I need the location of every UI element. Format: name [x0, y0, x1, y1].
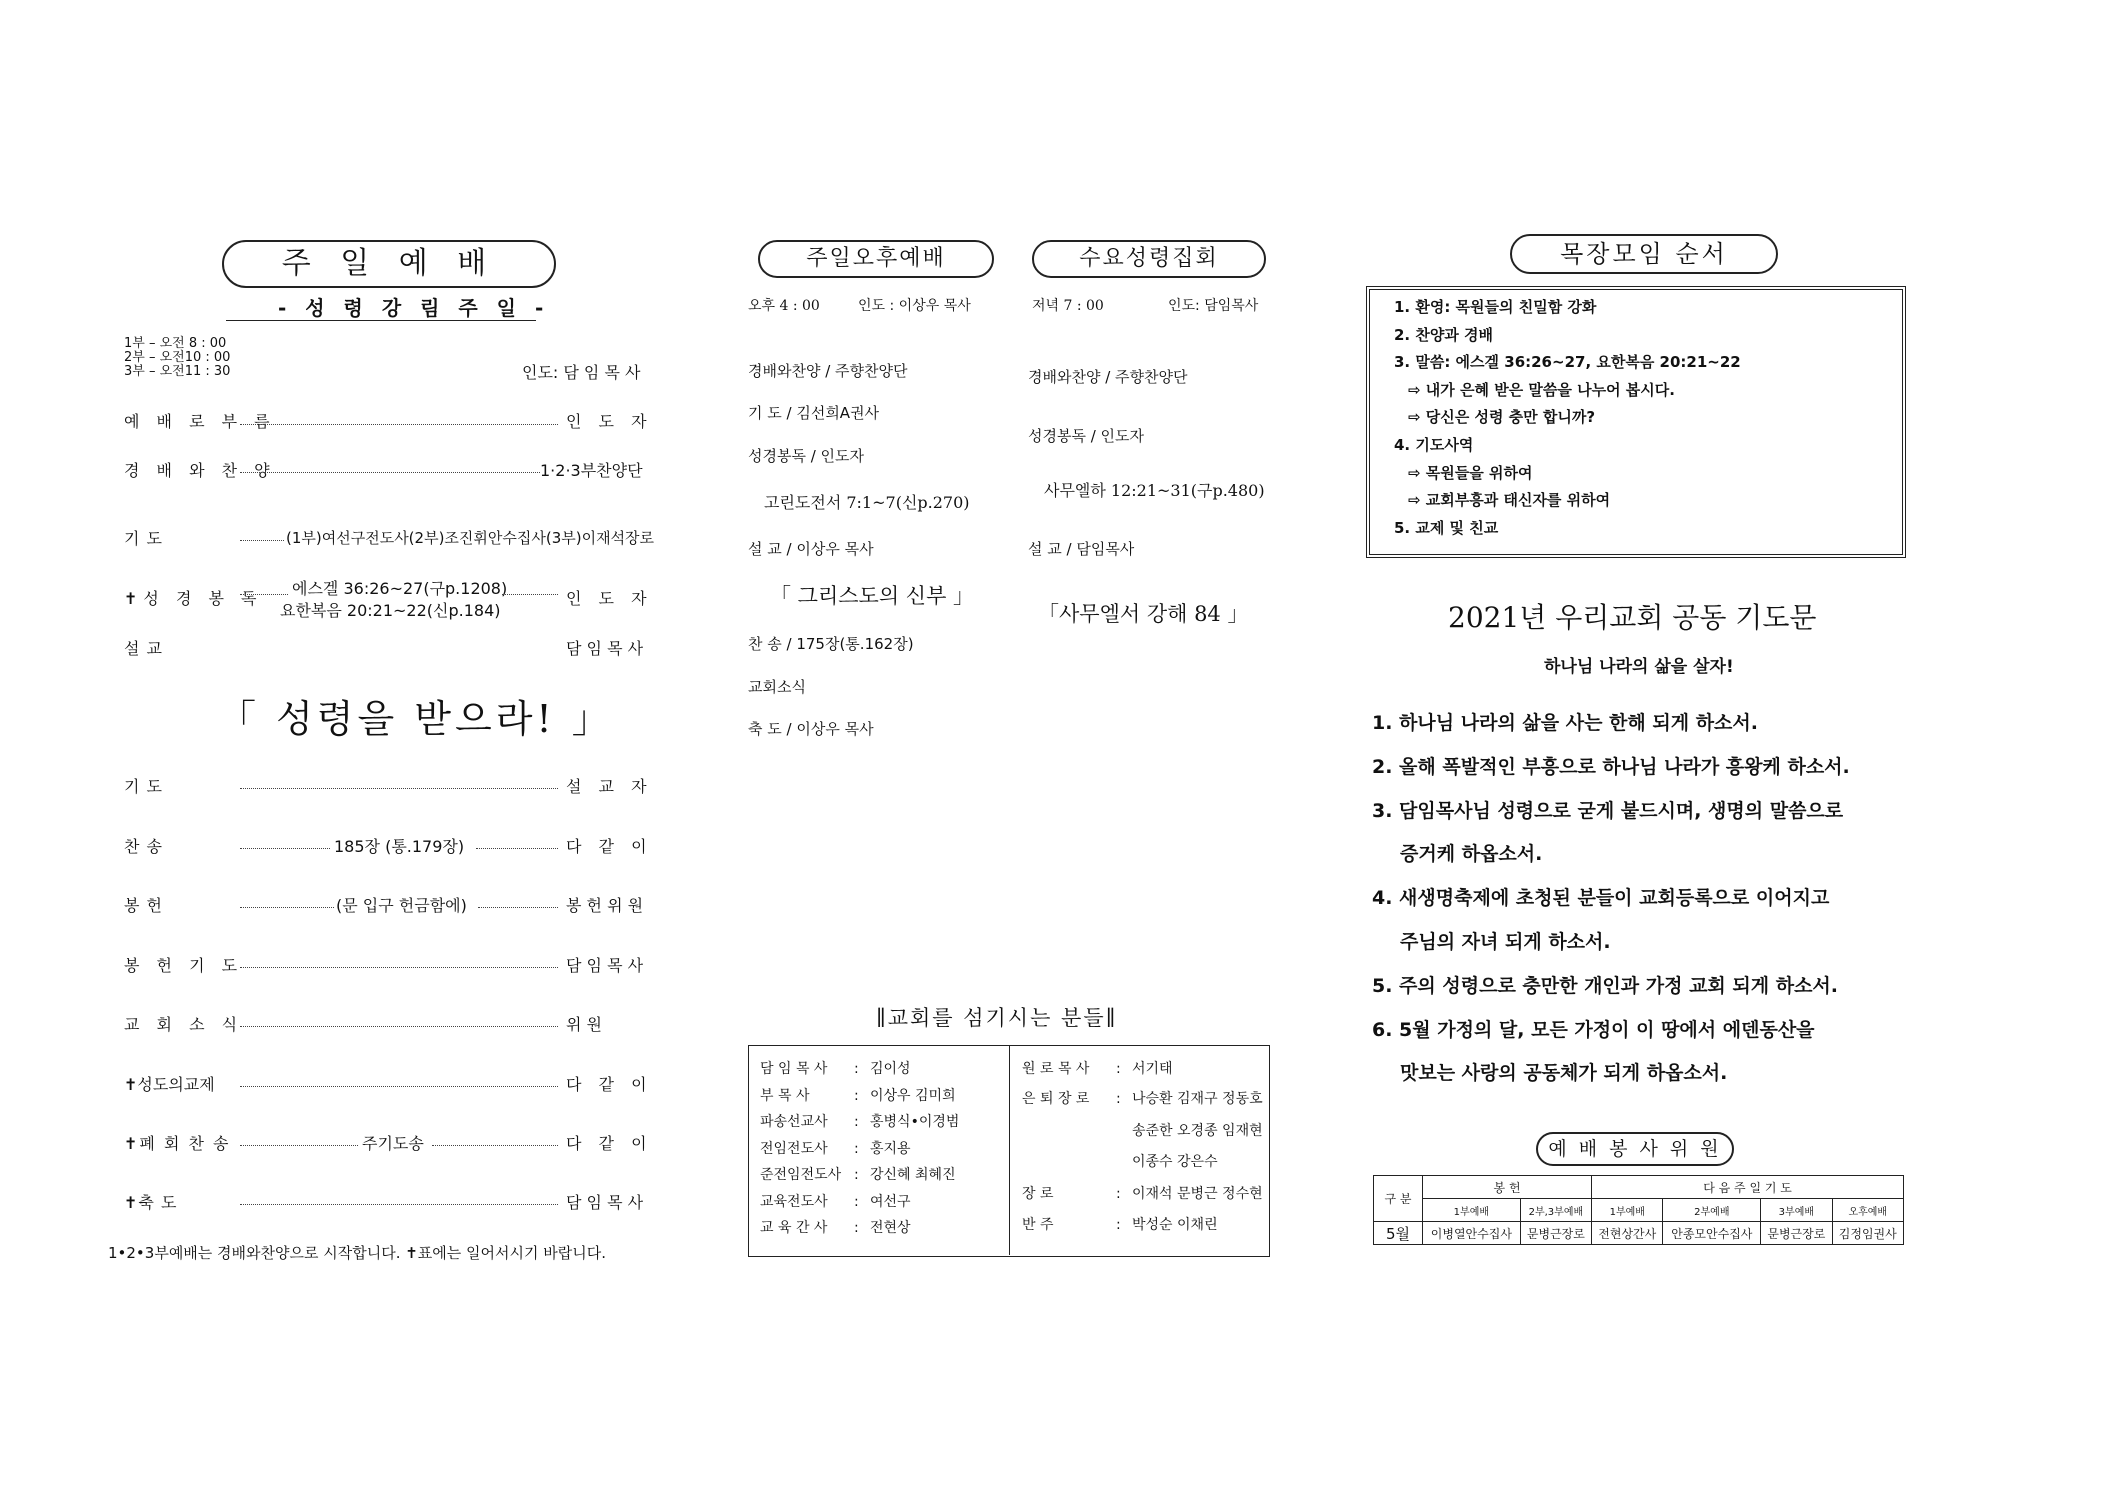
staff-role: 원 로 목 사 [1022, 1061, 1090, 1077]
staff-title: ∥교회를 섬기시는 분들∥ [876, 1006, 1118, 1030]
leader-dots [240, 1086, 558, 1087]
staff-colon: : [1116, 1186, 1121, 1202]
prayer-line: 맛보는 사랑의 공동체가 되게 하옵소서. [1400, 1062, 1728, 1085]
staff-colon: : [854, 1193, 859, 1210]
staff-row [1022, 1058, 1173, 1078]
staff-row [760, 1164, 956, 1184]
worship-leader: 인도: 담 임 목 사 [522, 363, 641, 382]
prayer-line: 증거케 하옵소서. [1400, 843, 1543, 866]
table-cell: 문병근장로 [1520, 1222, 1591, 1245]
wednesday-service-title: 수요성령집회 [1032, 240, 1266, 278]
staff-name: 나승환 김재구 정동호 [1132, 1091, 1263, 1107]
leader-dots [502, 594, 558, 595]
order-scripture-label: ✝성 경 봉 독 [124, 589, 263, 608]
staff-role: 준전임전도사 [760, 1167, 842, 1183]
divider-line [226, 320, 536, 321]
prayer-line: 2. 올해 폭발적인 부흥으로 하나님 나라가 흥왕케 하소서. [1372, 755, 1850, 778]
table-subheader: 3부예배 [1761, 1199, 1832, 1222]
staff-row [760, 1058, 911, 1078]
cell-meeting-item: ⇨ 당신은 성령 충만 합니까? [1408, 408, 1596, 427]
order-offering-right: 봉 헌 위 원 [566, 896, 644, 915]
order-praise-label: 경 배 와 찬 양 [124, 461, 276, 480]
staff-name: 이재석 문병근 정수현 [1132, 1186, 1263, 1202]
order-sermon-right: 담 임 목 사 [566, 639, 644, 658]
order-prayer-label: 기 도 [124, 529, 163, 548]
table-subheader: 2부,3부예배 [1520, 1199, 1591, 1222]
table-month: 5월 [1374, 1222, 1423, 1245]
order-prayer2-label: 기 도 [124, 777, 163, 796]
leader-dots [240, 1026, 558, 1027]
table-cell: 이병열안수집사 [1423, 1222, 1521, 1245]
prayer-title: 2021년 우리교회 공동 기도문 [1448, 601, 1817, 634]
afternoon-time: 오후 4 : 00 [748, 298, 820, 314]
order-hymn-mid: 185장 (통.179장) [334, 837, 465, 856]
staff-colon: : [854, 1114, 859, 1130]
order-call-to-worship-label: 예 배 로 부 름 [124, 412, 276, 431]
afternoon-sermon-title: 「 그리스도의 신부 」 [770, 584, 975, 608]
afternoon-item-news: 교회소식 [748, 678, 806, 696]
order-offering-mid: (문 입구 헌금함에) [336, 896, 467, 915]
staff-role: 교육전도사 [760, 1193, 828, 1210]
order-offering-prayer-right: 담 임 목 사 [566, 956, 644, 975]
prayer-line: 4. 새생명축제에 초청된 분들이 교회등록으로 이어지고 [1372, 887, 1830, 910]
cell-meeting-item: ⇨ 교회부흥과 태신자를 위하여 [1408, 491, 1611, 510]
table-header-offering: 봉 헌 [1423, 1176, 1592, 1199]
leader-dots [240, 594, 288, 595]
leader-dots [240, 1145, 358, 1146]
leader-dots [240, 967, 558, 968]
sermon-title: 「 성령을 받으라! 」 [218, 697, 614, 741]
staff-role: 교 육 간 사 [760, 1220, 828, 1236]
afternoon-item-benediction: 축 도 / 이상우 목사 [748, 720, 874, 738]
prayer-subtitle: 하나님 나라의 삶을 살자! [1544, 657, 1734, 677]
order-closing-hymn-mid: 주기도송 [362, 1134, 424, 1153]
staff-role: 장 로 [1022, 1186, 1054, 1202]
staff-row [1022, 1183, 1263, 1203]
staff-divider [1009, 1046, 1010, 1255]
order-offering-label: 봉 헌 [124, 896, 163, 915]
worship-footnote: 1•2•3부예배는 경배와찬양으로 시작합니다. ✝표에는 일어서시기 바랍니다. [108, 1244, 606, 1262]
leader-dots [240, 788, 558, 789]
table-subheader: 오후예배 [1832, 1199, 1903, 1222]
order-fellowship-right: 다 같 이 [566, 1075, 653, 1094]
order-news-label: 교 회 소 식 [124, 1015, 244, 1034]
afternoon-item-scripture: 성경봉독 / 인도자 [748, 447, 865, 465]
wednesday-item-sermon: 설 교 / 담임목사 [1028, 540, 1135, 558]
order-benediction-right: 담 임 목 사 [566, 1193, 644, 1212]
staff-colon: : [1116, 1217, 1121, 1233]
table-subheader: 1부예배 [1423, 1199, 1521, 1222]
service-time-2: 2부 – 오전10 : 00 [124, 350, 231, 365]
table-subheader: 1부예배 [1592, 1199, 1663, 1222]
table-cell: 전현상간사 [1592, 1222, 1663, 1245]
afternoon-item-praise: 경배와찬양 / 주향찬양단 [748, 362, 908, 380]
afternoon-item-hymn: 찬 송 / 175장(통.162장) [748, 635, 914, 653]
staff-name: 전현상 [870, 1220, 911, 1236]
staff-colon: : [1116, 1091, 1121, 1107]
wednesday-item-praise: 경배와찬양 / 주향찬양단 [1028, 368, 1188, 386]
staff-role: 전임전도사 [760, 1140, 828, 1157]
staff-colon: : [854, 1140, 859, 1157]
staff-role: 반 주 [1022, 1217, 1054, 1233]
leader-dots [478, 907, 558, 908]
staff-colon: : [1116, 1061, 1121, 1077]
afternoon-item-prayer: 기 도 / 김선희A권사 [748, 404, 880, 422]
staff-row [1022, 1151, 1218, 1171]
wednesday-scripture-ref: 사무엘하 12:21~31(구p.480) [1044, 481, 1265, 500]
order-news-right: 위 원 [566, 1015, 602, 1034]
order-call-to-worship-right: 인 도 자 [566, 412, 653, 431]
table-header-next-prayer: 다 음 주 일 기 도 [1592, 1176, 1904, 1199]
worship-subtitle: - 성 령 강 림 주 일 - [278, 296, 550, 320]
cell-meeting-title: 목장모임 순서 [1510, 234, 1778, 274]
service-time-3: 3부 – 오전11 : 30 [124, 364, 231, 379]
staff-row [760, 1111, 959, 1131]
afternoon-service-title: 주일오후예배 [758, 240, 994, 278]
staff-name: 여선구 [870, 1193, 911, 1210]
prayer-line: 1. 하나님 나라의 삶을 사는 한해 되게 하소서. [1372, 712, 1758, 734]
cell-meeting-item: 1. 환영: 목원들의 친밀함 강화 [1394, 298, 1597, 316]
service-committee-title: 예 배 봉 사 위 원 [1536, 1132, 1734, 1166]
prayer-line: 6. 5월 가정의 달, 모든 가정이 이 땅에서 에덴동산을 [1372, 1018, 1815, 1041]
staff-row [1022, 1088, 1263, 1108]
order-closing-hymn-label: ✝폐 회 찬 송 [124, 1134, 231, 1153]
leader-dots [240, 907, 334, 908]
order-closing-hymn-right: 다 같 이 [566, 1134, 653, 1153]
leader-dots [240, 424, 558, 425]
staff-name: 이종수 강은수 [1132, 1154, 1218, 1170]
staff-role: 부 목 사 [760, 1087, 810, 1104]
staff-name: 박성순 이채린 [1132, 1217, 1218, 1233]
table-cell: 안종모안수집사 [1663, 1222, 1761, 1245]
order-prayer-right: (1부)여선구전도사(2부)조진휘안수집사(3부)이재석장로 [286, 529, 655, 547]
order-praise-right: 1·2·3부찬양단 [540, 461, 643, 480]
staff-colon: : [854, 1087, 859, 1104]
cell-meeting-item: 4. 기도사역 [1394, 436, 1474, 454]
order-benediction-label: ✝축 도 [124, 1193, 178, 1212]
wednesday-leader: 인도: 담임목사 [1168, 298, 1259, 314]
order-scripture-right: 인 도 자 [566, 589, 653, 608]
staff-colon: : [854, 1167, 859, 1183]
leader-dots [240, 540, 284, 541]
staff-name: 송준한 오경종 임재현 [1132, 1123, 1263, 1139]
order-hymn-right: 다 같 이 [566, 837, 653, 856]
service-time-1: 1부 – 오전 8 : 00 [124, 336, 227, 351]
table-cell: 김정임권사 [1832, 1222, 1903, 1245]
afternoon-scripture-ref: 고린도전서 7:1~7(신p.270) [764, 493, 970, 512]
afternoon-leader: 인도 : 이상우 목사 [858, 298, 971, 314]
staff-colon: : [854, 1220, 859, 1236]
wednesday-time: 저녁 7 : 00 [1032, 298, 1104, 314]
cell-meeting-item: 2. 찬양과 경배 [1394, 325, 1494, 344]
staff-row [760, 1138, 911, 1158]
leader-dots [240, 472, 540, 473]
scripture-reference-2: 요한복음 20:21~22(신p.184) [280, 601, 501, 620]
order-fellowship-label: ✝성도의교제 [124, 1075, 215, 1094]
order-hymn-label: 찬 송 [124, 837, 163, 856]
cell-meeting-item: 5. 교제 및 친교 [1394, 518, 1499, 537]
cell-meeting-item: 3. 말씀: 에스겔 36:26~27, 요한복음 20:21~22 [1394, 353, 1741, 372]
staff-name: 강신혜 최혜진 [870, 1167, 956, 1183]
staff-row [760, 1085, 956, 1105]
leader-dots [432, 1145, 558, 1146]
prayer-line: 5. 주의 성령으로 충만한 개인과 가정 교회 되게 하소서. [1372, 974, 1839, 997]
staff-row [760, 1191, 911, 1211]
staff-row [1022, 1120, 1263, 1140]
table-header-gubun: 구 분 [1374, 1176, 1423, 1222]
prayer-line: 주님의 자녀 되게 하소서. [1400, 931, 1611, 953]
leader-dots [240, 848, 330, 849]
table-cell: 문병근장로 [1761, 1222, 1832, 1245]
prayer-line: 3. 담임목사님 성령으로 굳게 붙드시며, 생명의 말씀으로 [1372, 799, 1844, 822]
staff-name: 홍병식•이경범 [870, 1114, 960, 1130]
worship-title: 주 일 예 배 [222, 240, 556, 288]
service-committee-table [1373, 1175, 1904, 1245]
staff-row [1022, 1214, 1218, 1234]
staff-role: 은 퇴 장 로 [1022, 1091, 1090, 1107]
staff-role: 파송선교사 [760, 1114, 828, 1130]
cell-meeting-item: ⇨ 목원들을 위하여 [1408, 463, 1533, 482]
scripture-reference-1: 에스겔 36:26~27(구p.1208) [292, 579, 508, 598]
staff-row [760, 1217, 911, 1237]
staff-name: 이상우 김미희 [870, 1087, 956, 1104]
staff-name: 홍지용 [870, 1140, 911, 1157]
afternoon-item-sermon: 설 교 / 이상우 목사 [748, 540, 874, 558]
staff-colon: : [854, 1061, 859, 1077]
leader-dots [240, 1204, 558, 1205]
cell-meeting-item: ⇨ 내가 은혜 받은 말씀을 나누어 봅시다. [1408, 380, 1675, 399]
staff-role: 담 임 목 사 [760, 1061, 828, 1077]
wednesday-item-scripture: 성경봉독 / 인도자 [1028, 427, 1145, 445]
order-sermon-label: 설 교 [124, 639, 163, 658]
staff-name: 김이성 [870, 1061, 911, 1077]
order-offering-prayer-label: 봉 헌 기 도 [124, 956, 244, 975]
table-subheader: 2부예배 [1663, 1199, 1761, 1222]
staff-name: 서기태 [1132, 1061, 1173, 1077]
order-prayer2-right: 설 교 자 [566, 777, 653, 796]
leader-dots [476, 848, 558, 849]
wednesday-sermon-title: 「사무엘서 강해 84 」 [1038, 602, 1249, 626]
